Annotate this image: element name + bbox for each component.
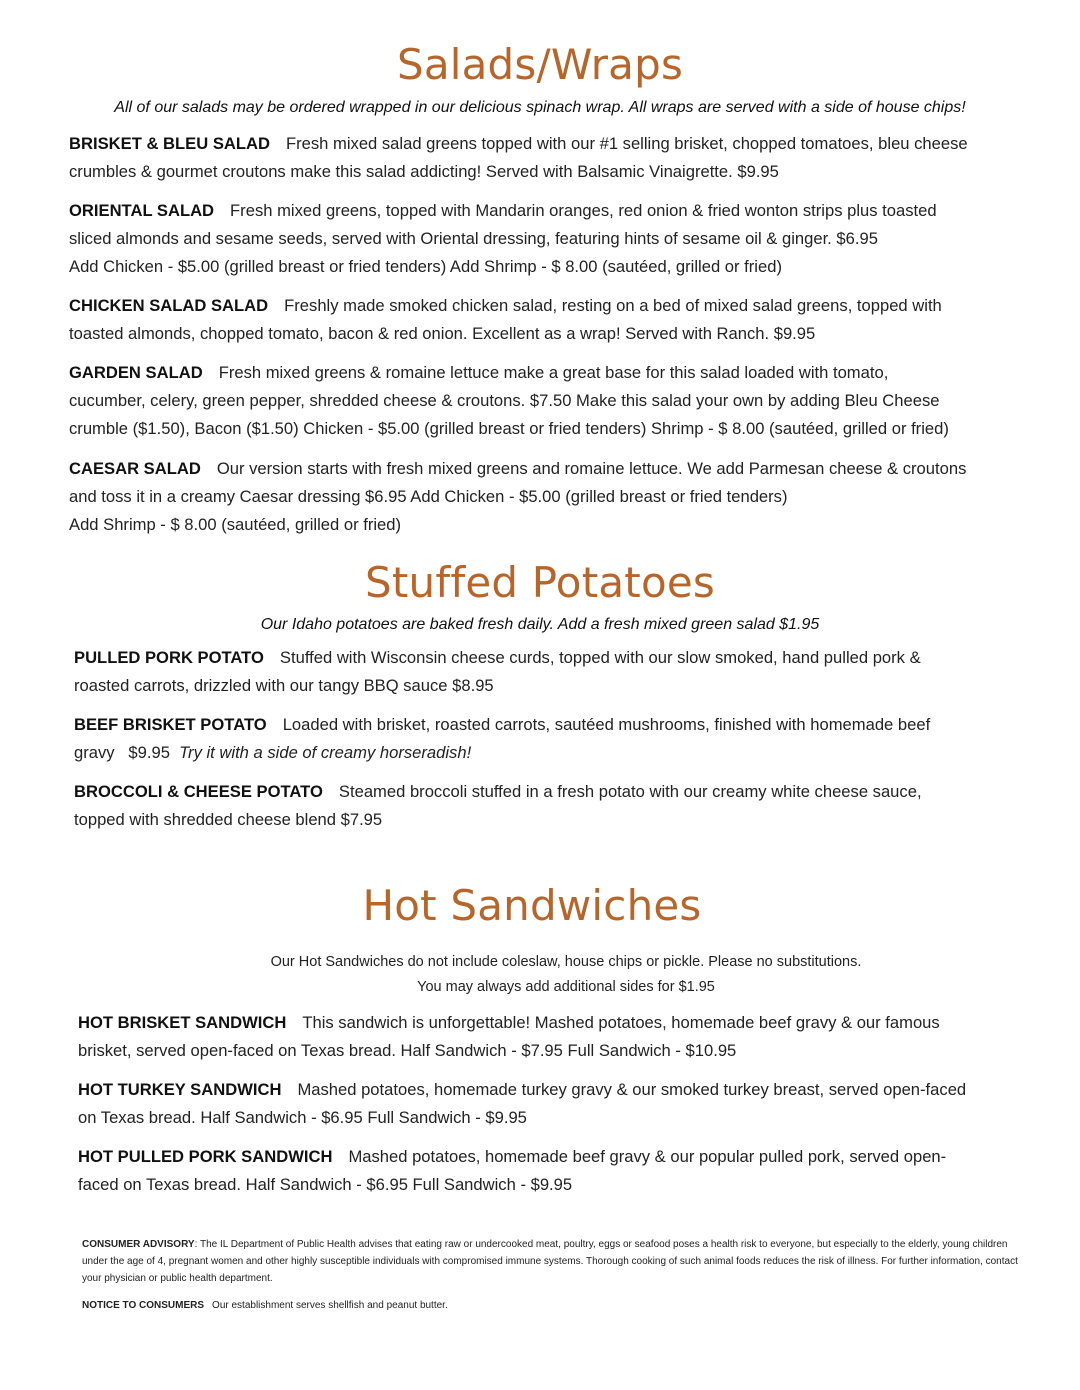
item-description: toasted almonds, chopped tomato, bacon & red onion. Excellent as a wrap! Served with Ranch. $9.95 xyxy=(69,324,816,343)
item-description: Freshly made smoked chicken salad, resting on a bed of mixed salad greens, topped with xyxy=(284,296,942,315)
item-name: GARDEN SALAD xyxy=(69,363,203,382)
menu-item-garden-salad xyxy=(69,359,949,443)
item-description: brisket, served open-faced on Texas bread. Half Sandwich - $7.95 Full Sandwich - $10.95 xyxy=(78,1041,737,1060)
menu-item-hot-turkey-sandwich xyxy=(78,1076,966,1132)
menu-item-hot-pulled-pork-sandwich xyxy=(78,1143,946,1199)
advisory-label: CONSUMER ADVISORY xyxy=(82,1239,195,1250)
menu-item-beef-brisket-potato xyxy=(74,711,930,767)
item-name: HOT PULLED PORK SANDWICH xyxy=(78,1147,333,1166)
sandwiches-title: Hot Sandwiches xyxy=(362,881,702,930)
item-name: HOT BRISKET SANDWICH xyxy=(78,1013,287,1032)
item-description: topped with shredded cheese blend $7.95 xyxy=(74,810,383,829)
salads-intro: All of our salads may be ordered wrapped in our delicious spinach wrap. All wraps are served with a side of house chips! xyxy=(114,99,966,116)
item-description: Our version starts with fresh mixed greens and romaine lettuce. We add Parmesan cheese & croutons xyxy=(216,459,967,478)
item-description: gravy $9.95 xyxy=(74,743,180,762)
salads-title: Salads/Wraps xyxy=(396,40,684,89)
item-description: cucumber, celery, green pepper, shredded cheese & croutons. $7.50 Make this salad your own by adding Bleu Cheese xyxy=(69,391,940,410)
item-description: roasted carrots, drizzled with our tangy BBQ sauce $8.95 xyxy=(74,676,494,695)
item-name: ORIENTAL SALAD xyxy=(69,201,215,220)
item-description: Mashed potatoes, homemade beef gravy & our popular pulled pork, served open- xyxy=(348,1147,947,1166)
item-description: Stuffed with Wisconsin cheese curds, topped with our slow smoked, hand pulled pork & xyxy=(279,648,921,667)
menu-item-chicken-salad-salad xyxy=(69,292,942,348)
item-description: crumbles & gourmet croutons make this salad addicting! Served with Balsamic Vinaigrette. $9.95 xyxy=(69,162,779,181)
item-description: on Texas bread. Half Sandwich - $6.95 Full Sandwich - $9.95 xyxy=(78,1108,527,1127)
item-description: Fresh mixed salad greens topped with our #1 selling brisket, chopped tomatoes, bleu cheese xyxy=(285,134,968,153)
menu-item-hot-brisket-sandwich xyxy=(78,1009,940,1065)
notice-to-consumers xyxy=(82,1297,1022,1314)
item-description: Fresh mixed greens, topped with Mandarin oranges, red onion & fried wonton strips plus toasted xyxy=(230,201,937,220)
sandwiches-subtitle: Our Hot Sandwiches do not include coleslaw, house chips or pickle. Please no substitutions. xyxy=(270,954,862,970)
item-addons: Add Shrimp - $ 8.00 (sautéed, grilled or fried) xyxy=(69,515,402,534)
consumer-advisory xyxy=(82,1236,1022,1287)
notice-label: NOTICE TO CONSUMERS xyxy=(82,1300,205,1311)
item-name: PULLED PORK POTATO xyxy=(74,648,264,667)
item-name: CAESAR SALAD xyxy=(69,459,201,478)
menu-item-caesar-salad xyxy=(69,455,966,539)
potatoes-title: Stuffed Potatoes xyxy=(365,558,715,607)
menu-item-broccoli-cheese-potato xyxy=(74,778,922,834)
item-description: sliced almonds and sesame seeds, served with Oriental dressing, featuring hints of sesame oil & ginger. $6.95 xyxy=(69,229,878,248)
item-note: Try it with a side of creamy horseradish! xyxy=(179,743,472,762)
potatoes-intro: Our Idaho potatoes are baked fresh daily. Add a fresh mixed green salad $1.95 xyxy=(260,616,820,633)
item-name: BEEF BRISKET POTATO xyxy=(74,715,267,734)
item-description: This sandwich is unforgettable! Mashed potatoes, homemade beef gravy & our famous xyxy=(302,1013,940,1032)
item-name: HOT TURKEY SANDWICH xyxy=(78,1080,282,1099)
item-name: CHICKEN SALAD SALAD xyxy=(69,296,269,315)
menu-item-oriental-salad xyxy=(69,197,937,281)
notice-text: Our establishment serves shellfish and peanut butter. xyxy=(212,1300,448,1311)
item-description: faced on Texas bread. Half Sandwich - $6.95 Full Sandwich - $9.95 xyxy=(78,1175,573,1194)
item-addons: Add Chicken - $5.00 (grilled breast or fried tenders) Add Shrimp - $ 8.00 (sautéed, grilled or fried) xyxy=(69,257,782,276)
sandwiches-sides-note: You may always add additional sides for $1.95 xyxy=(417,979,715,995)
item-description: Loaded with brisket, roasted carrots, sautéed mushrooms, finished with homemade beef xyxy=(282,715,931,734)
menu-item-pulled-pork-potato xyxy=(74,644,921,700)
item-addons: crumble ($1.50), Bacon ($1.50) Chicken - $5.00 (grilled breast or fried tenders) Shrimp - $ 8.00 (sautéed, grilled or fried) xyxy=(69,419,949,438)
menu-item-brisket-bleu-salad xyxy=(69,130,968,186)
item-description: Steamed broccoli stuffed in a fresh potato with our creamy white cheese sauce, xyxy=(338,782,922,801)
item-name: BRISKET & BLEU SALAD xyxy=(69,134,270,153)
item-description: and toss it in a creamy Caesar dressing $6.95 Add Chicken - $5.00 (grilled breast or fried tenders) xyxy=(69,487,788,506)
item-description: Fresh mixed greens & romaine lettuce make a great base for this salad loaded with tomato, xyxy=(218,363,889,382)
item-description: Mashed potatoes, homemade turkey gravy & our smoked turkey breast, served open-faced xyxy=(297,1080,967,1099)
item-name: BROCCOLI & CHEESE POTATO xyxy=(74,782,323,801)
advisory-text: : The IL Department of Public Health advises that eating raw or undercooked meat, poultry, eggs or seafood poses a health risk to everyone, but especially to the elderly, young children under the age of 4, pregnant women and other highly susceptible individuals with compromised immune systems. Thorough cooking of such animal foods reduces the risk of illness. For further information, contact your physician or public health department. xyxy=(82,1239,1018,1284)
